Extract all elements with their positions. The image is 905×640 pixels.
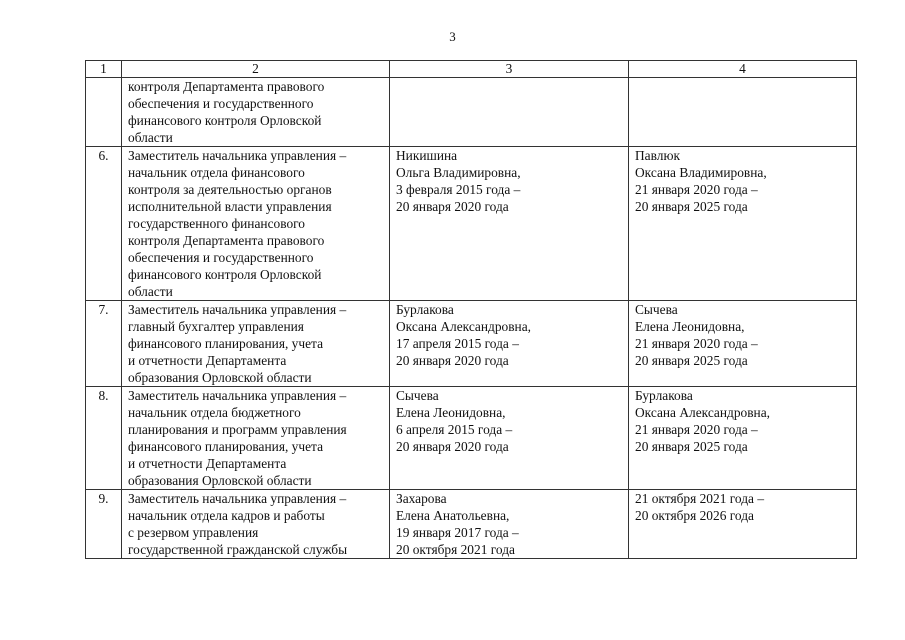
next-holder-cell: Сычева Елена Леонидовна, 21 января 2020 года – 20 января 2025 года	[629, 301, 857, 387]
previous-holder-cell: Бурлакова Оксана Александровна, 17 апреля 2015 года – 20 января 2020 года	[390, 301, 629, 387]
table-row	[86, 387, 857, 490]
position-cell: контроля Департамента правового обеспечения и государственного финансового контроля Орловской области	[122, 78, 390, 147]
row-number: 7.	[86, 301, 122, 387]
table-row	[86, 78, 857, 147]
previous-holder-cell: Сычева Елена Леонидовна, 6 апреля 2015 года – 20 января 2020 года	[390, 387, 629, 490]
table-row	[86, 301, 857, 387]
header-col-2: 2	[122, 61, 390, 78]
rotation-table	[85, 60, 857, 559]
position-cell: Заместитель начальника управления – начальник отдела финансового контроля за деятельностью органов исполнительной власти управления государственного финансового контроля Департамента правового обеспечения и государственного финансового контроля Орловской области	[122, 147, 390, 301]
position-cell: Заместитель начальника управления – начальник отдела бюджетного планирования и программ управления финансового планирования, учета и отчетности Департамента образования Орловской области	[122, 387, 390, 490]
next-holder-cell: Павлюк Оксана Владимировна, 21 января 2020 года – 20 января 2025 года	[629, 147, 857, 301]
next-holder-cell: 21 октября 2021 года – 20 октября 2026 года	[629, 490, 857, 559]
position-cell: Заместитель начальника управления – начальник отдела кадров и работы с резервом управления государственной гражданской службы	[122, 490, 390, 559]
previous-holder-cell: Никишина Ольга Владимировна, 3 февраля 2015 года – 20 января 2020 года	[390, 147, 629, 301]
table-row	[86, 490, 857, 559]
row-number: 9.	[86, 490, 122, 559]
position-cell: Заместитель начальника управления – главный бухгалтер управления финансового планирования, учета и отчетности Департамента образования Орловской области	[122, 301, 390, 387]
header-col-4: 4	[629, 61, 857, 78]
header-col-1: 1	[86, 61, 122, 78]
previous-holder-cell: Захарова Елена Анатольевна, 19 января 2017 года – 20 октября 2021 года	[390, 490, 629, 559]
table-body	[86, 78, 857, 559]
next-holder-cell: Бурлакова Оксана Александровна, 21 января 2020 года – 20 января 2025 года	[629, 387, 857, 490]
page-number: 3	[449, 29, 456, 44]
header-col-3: 3	[390, 61, 629, 78]
header-row	[86, 61, 857, 78]
row-number: 8.	[86, 387, 122, 490]
previous-holder-cell	[390, 78, 629, 147]
next-holder-cell	[629, 78, 857, 147]
table-row	[86, 147, 857, 301]
row-number	[86, 78, 122, 147]
table-header	[86, 61, 857, 78]
row-number: 6.	[86, 147, 122, 301]
